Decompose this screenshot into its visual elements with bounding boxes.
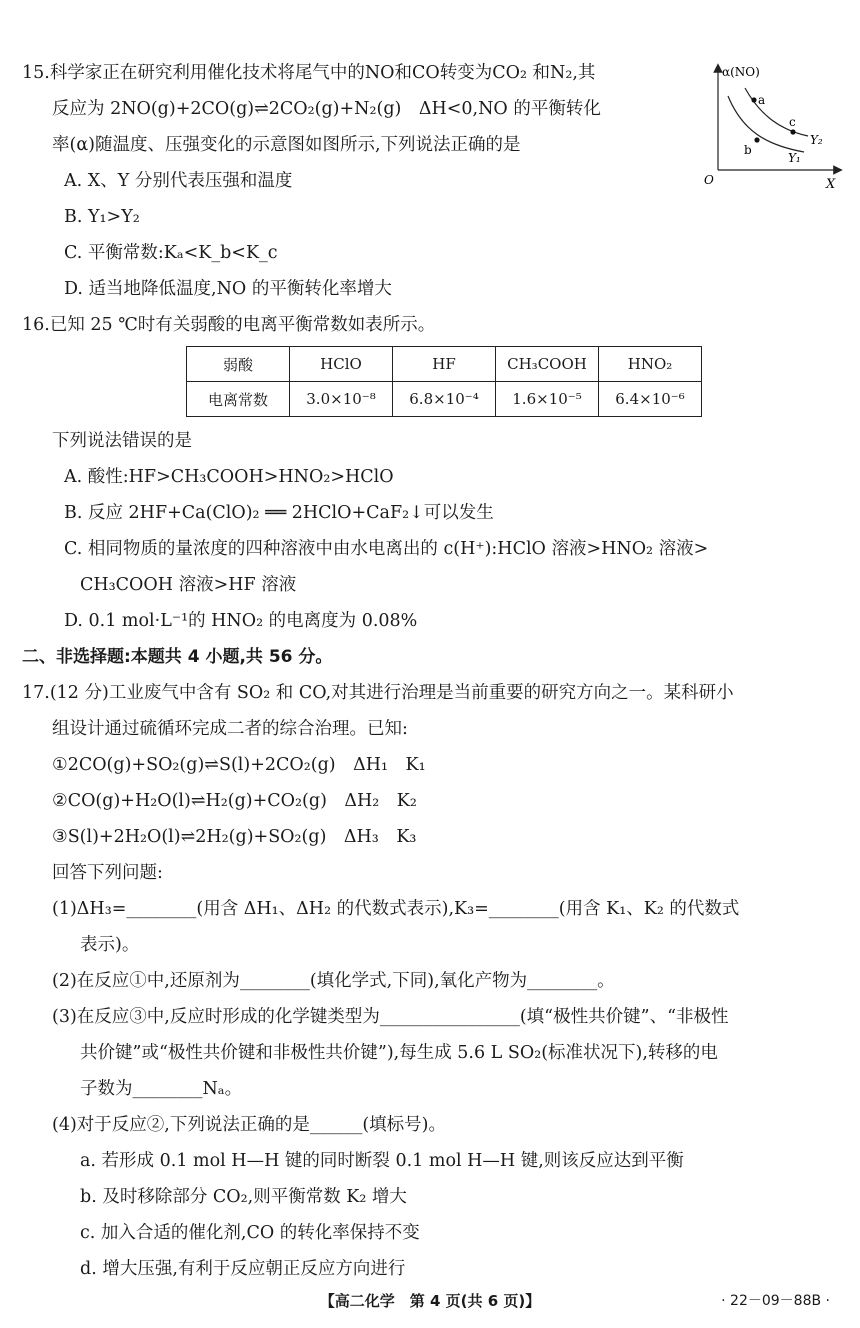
- point-c: [790, 129, 795, 134]
- q17-part-3-cont-1: 共价键”或“极性共价键和非极性共价键”),每生成 5.6 L SO₂(标准状况下),转移的电: [80, 1043, 718, 1063]
- section-heading: 二、非选择题:本题共 4 小题,共 56 分。: [22, 647, 333, 667]
- point-b: [754, 137, 759, 142]
- q16-option-a: A. 酸性:HF>CH₃COOH>HNO₂>HClO: [64, 467, 394, 487]
- q16-option-d: D. 0.1 mol·L⁻¹的 HNO₂ 的电离度为 0.08%: [64, 611, 418, 631]
- q16-option-b: B. 反应 2HF+Ca(ClO)₂ ══ 2HClO+CaF₂↓可以发生: [64, 503, 494, 523]
- q17-part-2: (2)在反应①中,还原剂为________(填化学式,下同),氧化产物为________。: [52, 971, 615, 991]
- table-cell: 1.6×10⁻⁵: [496, 382, 599, 417]
- footer-code: · 22－09－88B ·: [721, 1293, 830, 1309]
- curve-y2: [745, 88, 808, 136]
- point-a: [751, 97, 756, 102]
- q16-stem: 16.已知 25 ℃时有关弱酸的电离平衡常数如表所示。: [22, 315, 436, 335]
- q15-option-c: C. 平衡常数:Kₐ<K_b<K_c: [64, 243, 278, 263]
- q15-option-a: A. X、Y 分别代表压强和温度: [64, 171, 293, 191]
- q17-choice-d: d. 增大压强,有利于反应朝正反应方向进行: [80, 1259, 406, 1279]
- q17-choice-b: b. 及时移除部分 CO₂,则平衡常数 K₂ 增大: [80, 1187, 407, 1207]
- point-a-label: a: [758, 93, 766, 107]
- q17-part-1-cont: 表示)。: [80, 935, 140, 955]
- table-cell: 6.4×10⁻⁶: [599, 382, 702, 417]
- table-header-row: [187, 347, 702, 382]
- acid-constant-table: [186, 346, 702, 417]
- curve-y1-label: Y₁: [788, 151, 801, 165]
- q17-reaction-1: ①2CO(g)+SO₂(g)⇌S(l)+2CO₂(g) ΔH₁ K₁: [52, 755, 426, 775]
- q16-option-c-cont: CH₃COOH 溶液>HF 溶液: [80, 575, 297, 595]
- point-c-label: c: [789, 115, 796, 129]
- q15-stem-line-3: 率(α)随温度、压强变化的示意图如图所示,下列说法正确的是: [52, 135, 521, 155]
- table-row: [187, 382, 702, 417]
- table-cell: 3.0×10⁻⁸: [290, 382, 393, 417]
- q15-option-b: B. Y₁>Y₂: [64, 207, 140, 227]
- point-b-label: b: [744, 143, 752, 157]
- q17-stem-line-2: 组设计通过硫循环完成二者的综合治理。已知:: [52, 719, 408, 739]
- figure-x-label: X: [826, 177, 836, 192]
- q17-stem-line-1: 17.(12 分)工业废气中含有 SO₂ 和 CO,对其进行治理是当前重要的研究方向之一。某科研小: [22, 683, 734, 703]
- table-cell: HF: [393, 347, 496, 382]
- table-cell: 6.8×10⁻⁴: [393, 382, 496, 417]
- figure-origin: O: [704, 173, 714, 187]
- footer-page-info: 【高二化学 第 4 页(共 6 页)】: [319, 1292, 541, 1310]
- q17-choice-a: a. 若形成 0.1 mol H—H 键的同时断裂 0.1 mol H—H 键,则该反应达到平衡: [80, 1151, 684, 1171]
- q15-stem-line-1: 15.科学家正在研究利用催化技术将尾气中的NO和CO转变为CO₂ 和N₂,其: [22, 63, 596, 83]
- q15-figure: [700, 60, 850, 192]
- q17-reaction-2: ②CO(g)+H₂O(l)⇌H₂(g)+CO₂(g) ΔH₂ K₂: [52, 791, 417, 811]
- q17-part-3: (3)在反应③中,反应时形成的化学键类型为________________(填“极性共价键”、“非极性: [52, 1007, 729, 1027]
- table-cell: 电离常数: [187, 382, 290, 417]
- q17-part-4: (4)对于反应②,下列说法正确的是______(填标号)。: [52, 1115, 447, 1135]
- q17-choice-c: c. 加入合适的催化剂,CO 的转化率保持不变: [80, 1223, 420, 1243]
- q16-option-c: C. 相同物质的量浓度的四种溶液中由水电离出的 c(H⁺):HClO 溶液>HNO₂ 溶液>: [64, 539, 709, 559]
- q17-part-3-cont-2: 子数为________Nₐ。: [80, 1079, 243, 1099]
- q16-question: 下列说法错误的是: [52, 431, 192, 451]
- table-cell: CH₃COOH: [496, 347, 599, 382]
- q17-part-1: (1)ΔH₃=________(用含 ΔH₁、ΔH₂ 的代数式表示),K₃=________(用含 K₁、K₂ 的代数式: [52, 899, 740, 919]
- q15-option-d: D. 适当地降低温度,NO 的平衡转化率增大: [64, 279, 392, 299]
- table-cell: HClO: [290, 347, 393, 382]
- table-cell: 弱酸: [187, 347, 290, 382]
- q17-prompt: 回答下列问题:: [52, 863, 163, 883]
- q15-stem-line-2: 反应为 2NO(g)+2CO(g)⇌2CO₂(g)+N₂(g) ΔH<0,NO 的平衡转化: [52, 99, 601, 119]
- q17-reaction-3: ③S(l)+2H₂O(l)⇌2H₂(g)+SO₂(g) ΔH₃ K₃: [52, 827, 417, 847]
- table-cell: HNO₂: [599, 347, 702, 382]
- curve-y2-label: Y₂: [810, 133, 823, 147]
- figure-y-label: α(NO): [722, 65, 760, 79]
